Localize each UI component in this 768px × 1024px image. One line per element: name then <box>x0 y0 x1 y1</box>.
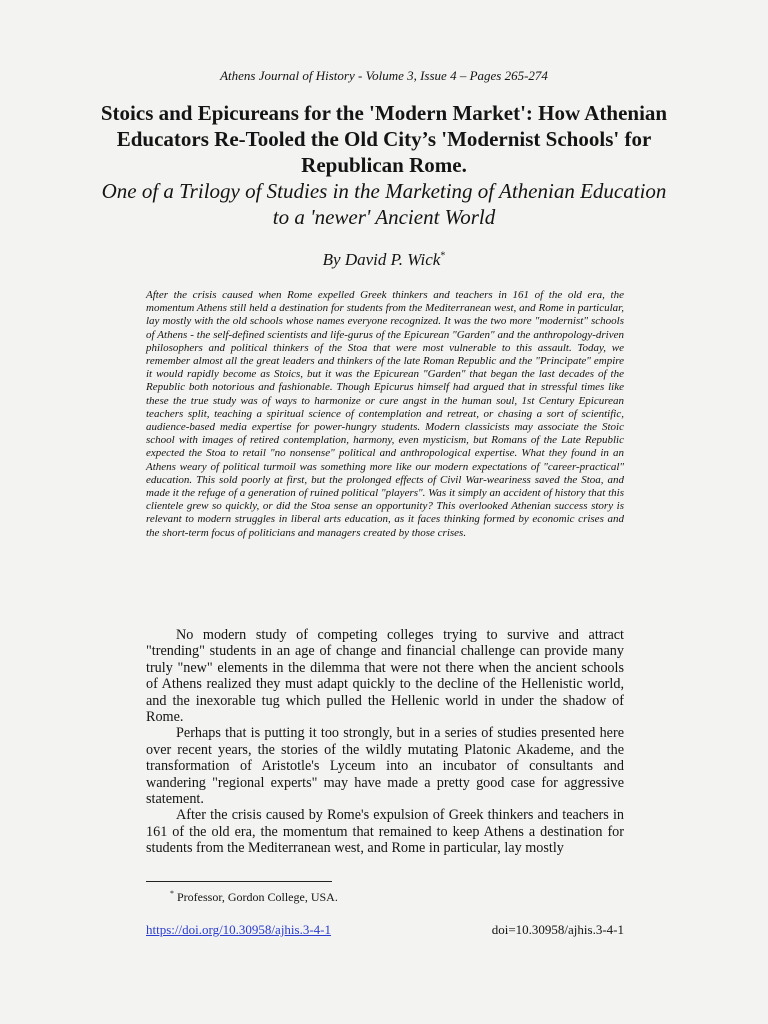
article-title: Stoics and Epicureans for the 'Modern Market': How Athenian Educators Re-Tooled the Old City’s 'Modernist Schools' for Republican Rome. <box>100 101 668 177</box>
footnote <box>170 889 338 905</box>
paragraph: Perhaps that is putting it too strongly, but in a series of studies presented here over recent years, the stories of the wildly mutating Platonic Akademe, and the transformation of Aristotle's Lyceum into an incubator of consultants and wandering "regional experts" may have made a pretty good case for aggressive statement. <box>146 725 624 808</box>
footnote-divider <box>146 881 332 882</box>
article-subtitle: One of a Trilogy of Studies in the Marketing of Athenian Education to a 'newer' Ancient World <box>101 179 667 229</box>
author-line <box>0 250 768 270</box>
paragraph: After the crisis caused by Rome's expulsion of Greek thinkers and teachers in 161 of the old era, the momentum that remained to keep Athens a destination for students from the Mediterranean west, and Rome in particular, lay mostly <box>146 807 624 857</box>
author-name: By David P. Wick <box>322 250 441 269</box>
doi-identifier: doi=10.30958/ajhis.3-4-1 <box>491 922 624 937</box>
author-footnote-mark[interactable]: * <box>440 250 446 262</box>
abstract: After the crisis caused when Rome expelled Greek thinkers and teachers in 161 of the old era, the momentum Athens still held a destination for students from the Mediterranean west, and Rome in particular, lay mostly with the old schools whose names everyone recognized. It was the two more "modernist" schools of Athens - the self-defined scientists and life-gurus of the Epicurean "Garden" and the anthropology-driven philosophers and political thinkers of the Stoa that were most vulnerable to this assault. Today, we remember almost all the great leaders and thinkers of the late Roman Republic and the "Principate" empire it would rapidly become as Stoics, but it was the Epicurean "Garden" that began the last decades of the Republic both notorious and fashionable. Though Epicurus himself had argued that in stressful times like these the true study was of ways to harmonize or cure angst in the human soul, 1st Century Epicurean teachers split, teaching a spiritual science of contemplation and retreat, or chasing a sort of scientific, audience-based media expertise for power-hungry students. Modern classicists may associate the Stoic school with images of retired contemplation, harmony, even mysticism, but Romans of the Late Republic expected the Stoa to retail "no nonsense" political and anthropological expertise. What they found in an Athens weary of political turmoil was something more like our modern expectations of "career-practical" education. This sold poorly at first, but the prolonged effects of Civil War-weariness saved the Stoa, and made it the refuge of a generation of ruined political "players". Was it simply an accident of history that this clientele grew so quickly, or did the Stoa sense an opportunity? This overlooked Athenian success story is relevant to modern struggles in liberal arts education, as it faces thinking formed by economic crises and the short-term focus of politicians and managers created by those crises. <box>146 289 624 539</box>
footnote-mark: * <box>170 889 174 898</box>
footnote-text: Professor, Gordon College, USA. <box>177 890 338 904</box>
doi-link[interactable]: https://doi.org/10.30958/ajhis.3-4-1 <box>146 922 332 937</box>
journal-header: Athens Journal of History - Volume 3, Issue 4 – Pages 265-274 <box>220 68 548 83</box>
body-text <box>146 627 624 857</box>
paragraph: No modern study of competing colleges trying to survive and attract "trending" students in an age of change and financial challenge can provide many truly "new" elements in the dilemma that were not there when the ancient schools of Athens realized they must adapt quickly to the decline of the Hellenistic world, and the inexorable tug which pulled the Hellenic world in under the shadow of Rome. <box>146 627 624 726</box>
